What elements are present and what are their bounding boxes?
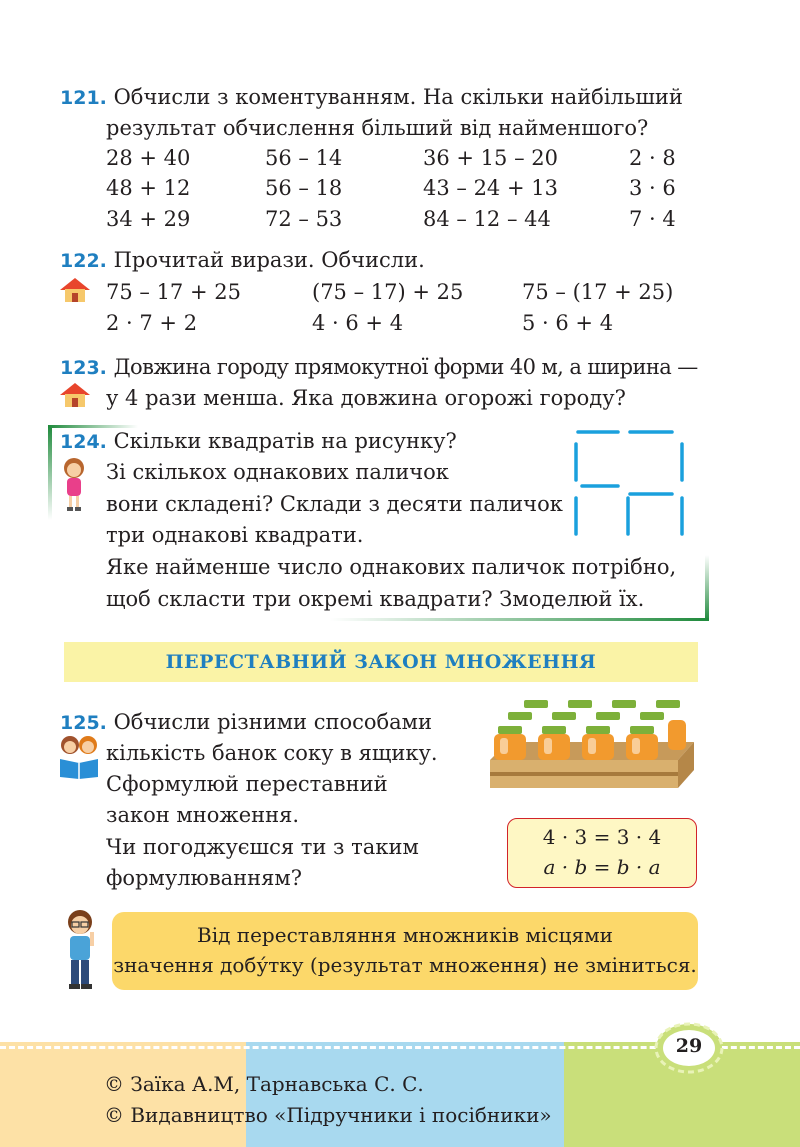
table-row [423,146,558,170]
exercise-124-line4: три однакові квадрати. [106,523,364,547]
exercise-123-line2: у 4 рази менша. Яка довжина огорожі городу? [106,386,626,410]
exercise-125-line2: кількість банок соку в ящику. [106,741,438,765]
expression: 3 · 6 [629,176,676,200]
exercise-124-line1 [60,426,457,458]
exercise-125-line1 [60,707,432,739]
exercise-123-line1 [60,352,698,384]
expression: 28 + 40 [106,146,191,170]
table-row [106,311,197,335]
table-row [312,280,463,304]
table-row [423,207,551,231]
exercise-125-line5: Чи погоджуєшся ти з таким [106,835,419,859]
expression: 84 – 12 – 44 [423,207,551,231]
table-row [265,207,342,231]
expression: 43 – 24 + 13 [423,176,558,200]
sticks-figure [568,428,688,538]
exercise-124-line5: Яке найменше число однакових паличок потрібно, [106,555,677,579]
exercise-number: 121. [60,87,107,109]
rule-line2: значення добу́тку (результат множення) не зміниться. [113,953,697,977]
expression: 2 · 8 [629,146,676,170]
table-row [265,146,342,170]
exercise-number: 123. [60,357,107,379]
exercise-122-line1 [60,245,425,277]
frame-line [48,425,52,520]
formula-box [507,818,697,888]
frame-line [705,555,709,621]
table-row [629,207,676,231]
exercise-124-line6: щоб скласти три окремі квадрати? Змоделюй їх. [106,587,645,611]
kids-reading-icon [56,733,102,779]
exercise-text: Прочитай вирази. Обчисли. [113,248,425,272]
expression: 2 · 7 + 2 [106,311,198,335]
table-row [629,146,676,170]
expression: 72 – 53 [265,207,343,231]
exercise-text: Скільки квадратів на рисунку? [113,429,457,453]
expression: 7 · 4 [629,207,676,231]
expression: 48 + 12 [106,176,191,200]
exercise-text: Довжина городу прямокутної форми 40 м, а ширина — [113,355,698,379]
expression: 56 – 14 [265,146,343,170]
formula-numeric: 4 · 3 = 3 · 4 [542,825,662,849]
girl-icon [58,456,90,514]
exercise-number: 125. [60,712,107,734]
table-row [106,207,190,231]
formula-letters: a · b = b · a [543,855,661,879]
home-icon [58,276,92,304]
table-row [312,311,403,335]
expression: 4 · 6 + 4 [312,311,404,335]
expression: 56 – 18 [265,176,343,200]
exercise-124-line3: вони складені? Склади з десяти паличок [106,492,563,516]
rule-line1: Від переставляння множників місцями [197,923,613,947]
exercise-125-line4: закон множення. [106,803,300,827]
table-row [106,280,241,304]
expression: 36 + 15 – 20 [423,146,558,170]
table-row [522,280,673,304]
page-number: 29 [675,1035,703,1057]
expression: 75 – (17 + 25) [522,280,674,304]
section-heading: ПЕРЕСТАВНИЙ ЗАКОН МНОЖЕННЯ [64,642,698,682]
expression: (75 – 17) + 25 [312,280,464,304]
table-row [106,176,190,200]
footer-authors: © Заїка А.М, Тарнавська С. С. [104,1072,424,1096]
juice-crate-illustration [488,694,696,794]
table-row [265,176,342,200]
table-row [629,176,676,200]
rule-box [112,912,698,990]
exercise-125-line3: Сформулюй переставний [106,772,388,796]
exercise-text: Обчисли з коментуванням. На скільки найбільший [113,85,683,109]
exercise-124-line2: Зі скількох однакових паличок [106,460,449,484]
table-row [522,311,613,335]
expression: 75 – 17 + 25 [106,280,241,304]
exercise-125-line6: формулюванням? [106,866,303,890]
home-icon [58,381,92,409]
exercise-121-line2: результат обчислення більший від найменшого? [106,116,649,140]
exercise-text: Обчисли різними способами [113,710,433,734]
expression: 34 + 29 [106,207,191,231]
exercise-number: 122. [60,250,107,272]
exercise-121-line1 [60,82,683,114]
table-row [423,176,558,200]
table-row [106,146,190,170]
exercise-number: 124. [60,431,107,453]
expression: 5 · 6 + 4 [522,311,614,335]
footer-publisher: © Видавництво «Підручники і посібники» [104,1103,552,1127]
boy-icon [58,908,104,992]
frame-line [330,618,709,621]
